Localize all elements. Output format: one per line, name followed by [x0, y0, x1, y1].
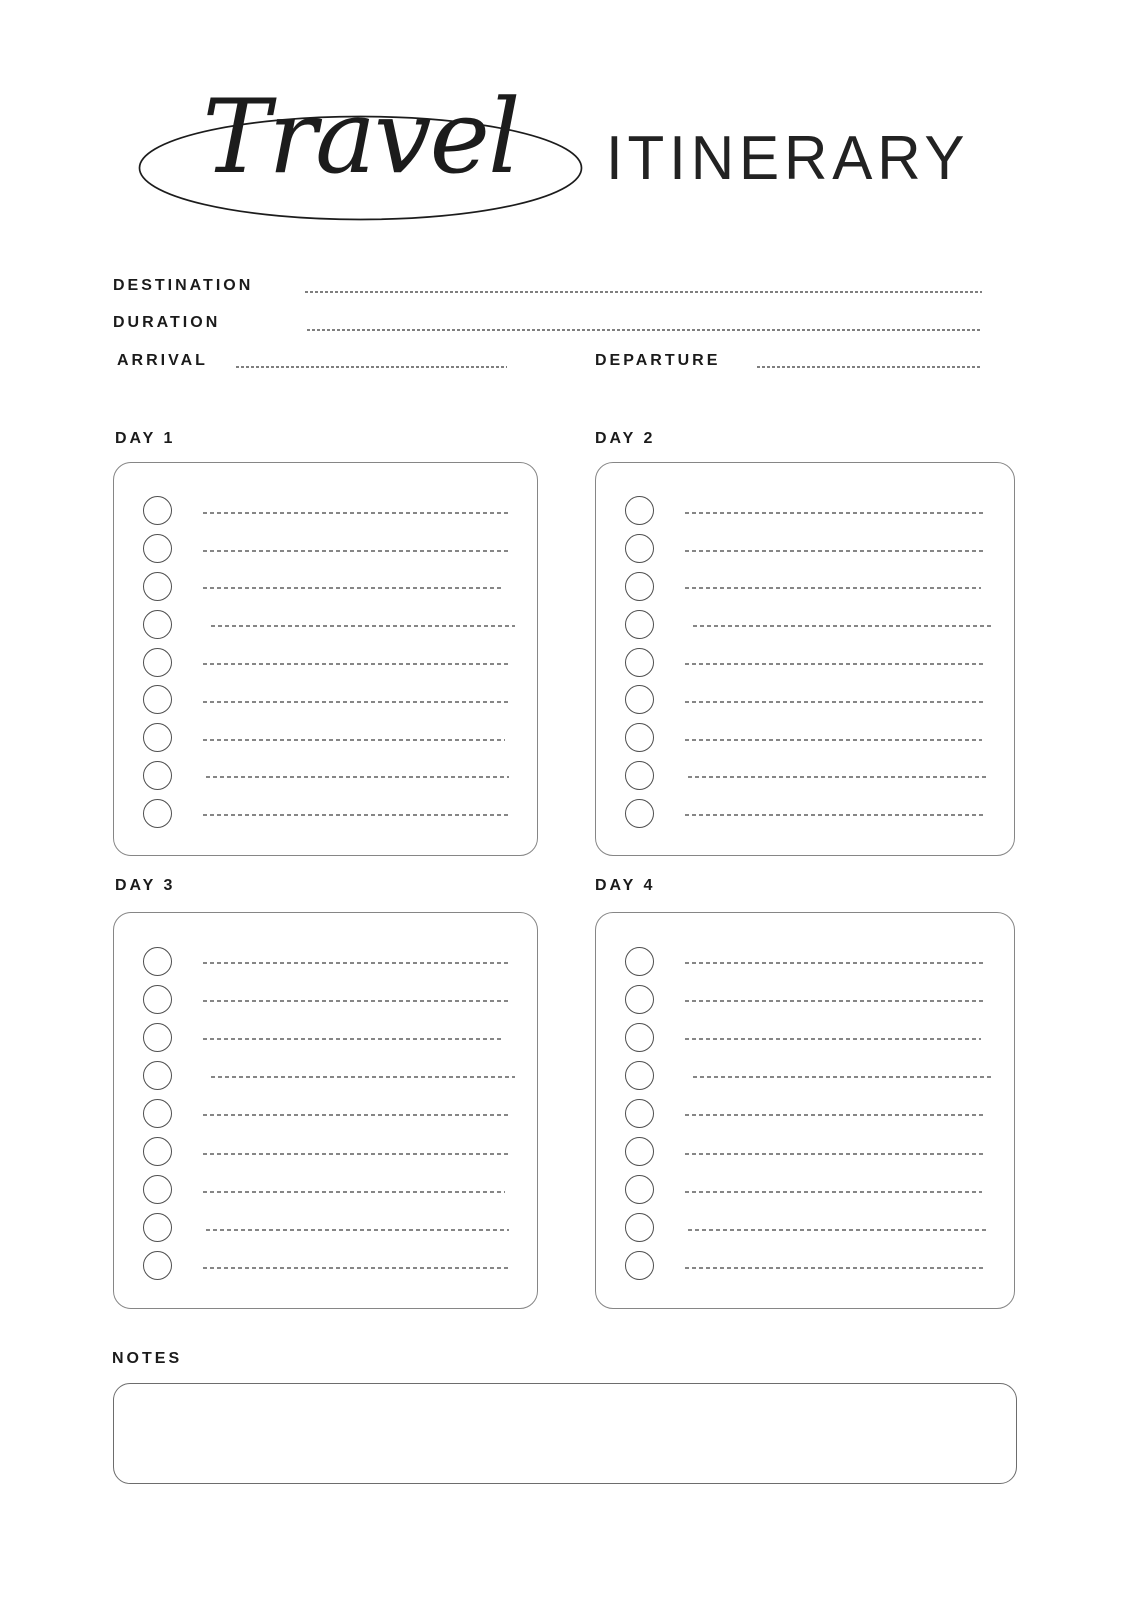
- checkbox-circle[interactable]: [625, 1213, 654, 1242]
- item-fill-line[interactable]: [688, 776, 986, 778]
- item-fill-line[interactable]: [685, 1267, 986, 1269]
- checkbox-circle[interactable]: [143, 496, 172, 525]
- checkbox-circle[interactable]: [625, 1023, 654, 1052]
- checkbox-circle[interactable]: [625, 1137, 654, 1166]
- checklist-row: [625, 568, 986, 606]
- item-fill-line[interactable]: [203, 1267, 509, 1269]
- item-fill-line[interactable]: [203, 1114, 509, 1116]
- item-fill-line[interactable]: [685, 739, 982, 741]
- checkbox-circle[interactable]: [143, 1251, 172, 1280]
- checkbox-circle[interactable]: [143, 947, 172, 976]
- checkbox-circle[interactable]: [143, 685, 172, 714]
- day-4-heading: DAY 4: [595, 877, 656, 894]
- checkbox-circle[interactable]: [143, 1137, 172, 1166]
- checkbox-circle[interactable]: [143, 1175, 172, 1204]
- checkbox-circle[interactable]: [625, 648, 654, 677]
- checklist-row: [625, 643, 986, 681]
- checkbox-circle[interactable]: [143, 648, 172, 677]
- checklist-row: [143, 1209, 509, 1247]
- checkbox-circle[interactable]: [625, 1061, 654, 1090]
- title-script-word: Travel: [202, 78, 519, 197]
- checklist-row: [625, 1209, 986, 1247]
- checkbox-circle[interactable]: [625, 610, 654, 639]
- item-fill-line[interactable]: [685, 1153, 986, 1155]
- item-fill-line[interactable]: [685, 512, 986, 514]
- checklist-row: [143, 719, 509, 757]
- checklist-row: [143, 942, 509, 980]
- title-main-word: ITINERARY: [606, 124, 970, 193]
- checklist-row: [143, 757, 509, 795]
- item-fill-line[interactable]: [688, 1229, 986, 1231]
- duration-label: DURATION: [113, 314, 221, 331]
- checklist-row: [625, 530, 986, 568]
- item-fill-line[interactable]: [685, 1038, 981, 1040]
- checkbox-circle[interactable]: [143, 799, 172, 828]
- item-fill-line[interactable]: [203, 814, 509, 816]
- item-fill-line[interactable]: [203, 962, 509, 964]
- destination-fill-line[interactable]: [305, 290, 982, 293]
- checklist-row: [143, 1247, 509, 1285]
- day-2-heading: DAY 2: [595, 430, 656, 447]
- checklist-row: [625, 980, 986, 1018]
- checklist-row: [625, 1247, 986, 1285]
- checkbox-circle[interactable]: [143, 1213, 172, 1242]
- item-fill-line[interactable]: [203, 512, 509, 514]
- checkbox-circle[interactable]: [625, 1251, 654, 1280]
- checkbox-circle[interactable]: [625, 947, 654, 976]
- checkbox-circle[interactable]: [143, 985, 172, 1014]
- checkbox-circle[interactable]: [625, 723, 654, 752]
- item-fill-line[interactable]: [206, 1229, 509, 1231]
- item-fill-line[interactable]: [206, 776, 509, 778]
- checklist-row: [143, 530, 509, 568]
- item-fill-line[interactable]: [693, 625, 992, 627]
- checkbox-circle[interactable]: [143, 1061, 172, 1090]
- item-fill-line[interactable]: [685, 550, 986, 552]
- checkbox-circle[interactable]: [625, 985, 654, 1014]
- checkbox-circle[interactable]: [625, 799, 654, 828]
- day-3-card: [113, 912, 538, 1309]
- checkbox-circle[interactable]: [143, 534, 172, 563]
- checkbox-circle[interactable]: [143, 1023, 172, 1052]
- duration-fill-line[interactable]: [307, 328, 981, 331]
- item-fill-line[interactable]: [203, 1038, 504, 1040]
- item-fill-line[interactable]: [685, 1114, 986, 1116]
- checklist-row: [625, 1132, 986, 1170]
- checklist-row: [625, 794, 986, 832]
- checklist-row: [143, 568, 509, 606]
- checklist-row: [143, 980, 509, 1018]
- day-3-heading: DAY 3: [115, 877, 176, 894]
- arrival-fill-line[interactable]: [236, 365, 507, 368]
- item-fill-line[interactable]: [693, 1076, 992, 1078]
- day-4-card: [595, 912, 1015, 1309]
- checklist-row: [625, 1056, 986, 1094]
- checklist-row: [625, 681, 986, 719]
- item-fill-line[interactable]: [203, 701, 509, 703]
- checklist-row: [625, 1094, 986, 1132]
- item-fill-line[interactable]: [203, 1191, 505, 1193]
- checklist-row: [143, 643, 509, 681]
- item-fill-line[interactable]: [203, 1000, 509, 1002]
- day-1-heading: DAY 1: [115, 430, 176, 447]
- item-fill-line[interactable]: [685, 663, 986, 665]
- checklist-row: [625, 942, 986, 980]
- item-fill-line[interactable]: [203, 739, 505, 741]
- item-fill-line[interactable]: [211, 625, 515, 627]
- checkbox-circle[interactable]: [625, 685, 654, 714]
- checkbox-circle[interactable]: [625, 1099, 654, 1128]
- checklist-row: [143, 681, 509, 719]
- checklist-row: [625, 605, 986, 643]
- checklist-row: [143, 794, 509, 832]
- checklist-row: [143, 605, 509, 643]
- checkbox-circle[interactable]: [143, 761, 172, 790]
- checklist-row: [143, 492, 509, 530]
- item-fill-line[interactable]: [685, 1191, 982, 1193]
- checklist-row: [625, 757, 986, 795]
- departure-fill-line[interactable]: [757, 365, 982, 368]
- destination-label: DESTINATION: [113, 277, 254, 294]
- checklist-row: [625, 1171, 986, 1209]
- checklist-row: [143, 1056, 509, 1094]
- checklist-row: [143, 1171, 509, 1209]
- checkbox-circle[interactable]: [625, 761, 654, 790]
- checkbox-circle[interactable]: [143, 1099, 172, 1128]
- title-badge: [138, 78, 583, 221]
- notes-heading: NOTES: [112, 1350, 183, 1367]
- item-fill-line[interactable]: [203, 663, 509, 665]
- checklist-row: [625, 492, 986, 530]
- checkbox-circle[interactable]: [625, 496, 654, 525]
- item-fill-line[interactable]: [685, 1000, 986, 1002]
- item-fill-line[interactable]: [203, 550, 509, 552]
- notes-input-area[interactable]: [113, 1383, 1017, 1484]
- checkbox-circle[interactable]: [143, 572, 172, 601]
- departure-label: DEPARTURE: [595, 352, 721, 369]
- item-fill-line[interactable]: [203, 587, 504, 589]
- item-fill-line[interactable]: [685, 962, 986, 964]
- checkbox-circle[interactable]: [625, 534, 654, 563]
- checkbox-circle[interactable]: [143, 723, 172, 752]
- checklist-row: [625, 719, 986, 757]
- item-fill-line[interactable]: [685, 587, 981, 589]
- item-fill-line[interactable]: [203, 1153, 509, 1155]
- checklist-row: [143, 1132, 509, 1170]
- checklist-row: [143, 1094, 509, 1132]
- checkbox-circle[interactable]: [625, 1175, 654, 1204]
- item-fill-line[interactable]: [685, 701, 986, 703]
- day-1-card: [113, 462, 538, 856]
- checkbox-circle[interactable]: [143, 610, 172, 639]
- day-2-card: [595, 462, 1015, 856]
- item-fill-line[interactable]: [211, 1076, 515, 1078]
- arrival-label: ARRIVAL: [117, 352, 208, 369]
- item-fill-line[interactable]: [685, 814, 986, 816]
- checklist-row: [625, 1018, 986, 1056]
- checkbox-circle[interactable]: [625, 572, 654, 601]
- checklist-row: [143, 1018, 509, 1056]
